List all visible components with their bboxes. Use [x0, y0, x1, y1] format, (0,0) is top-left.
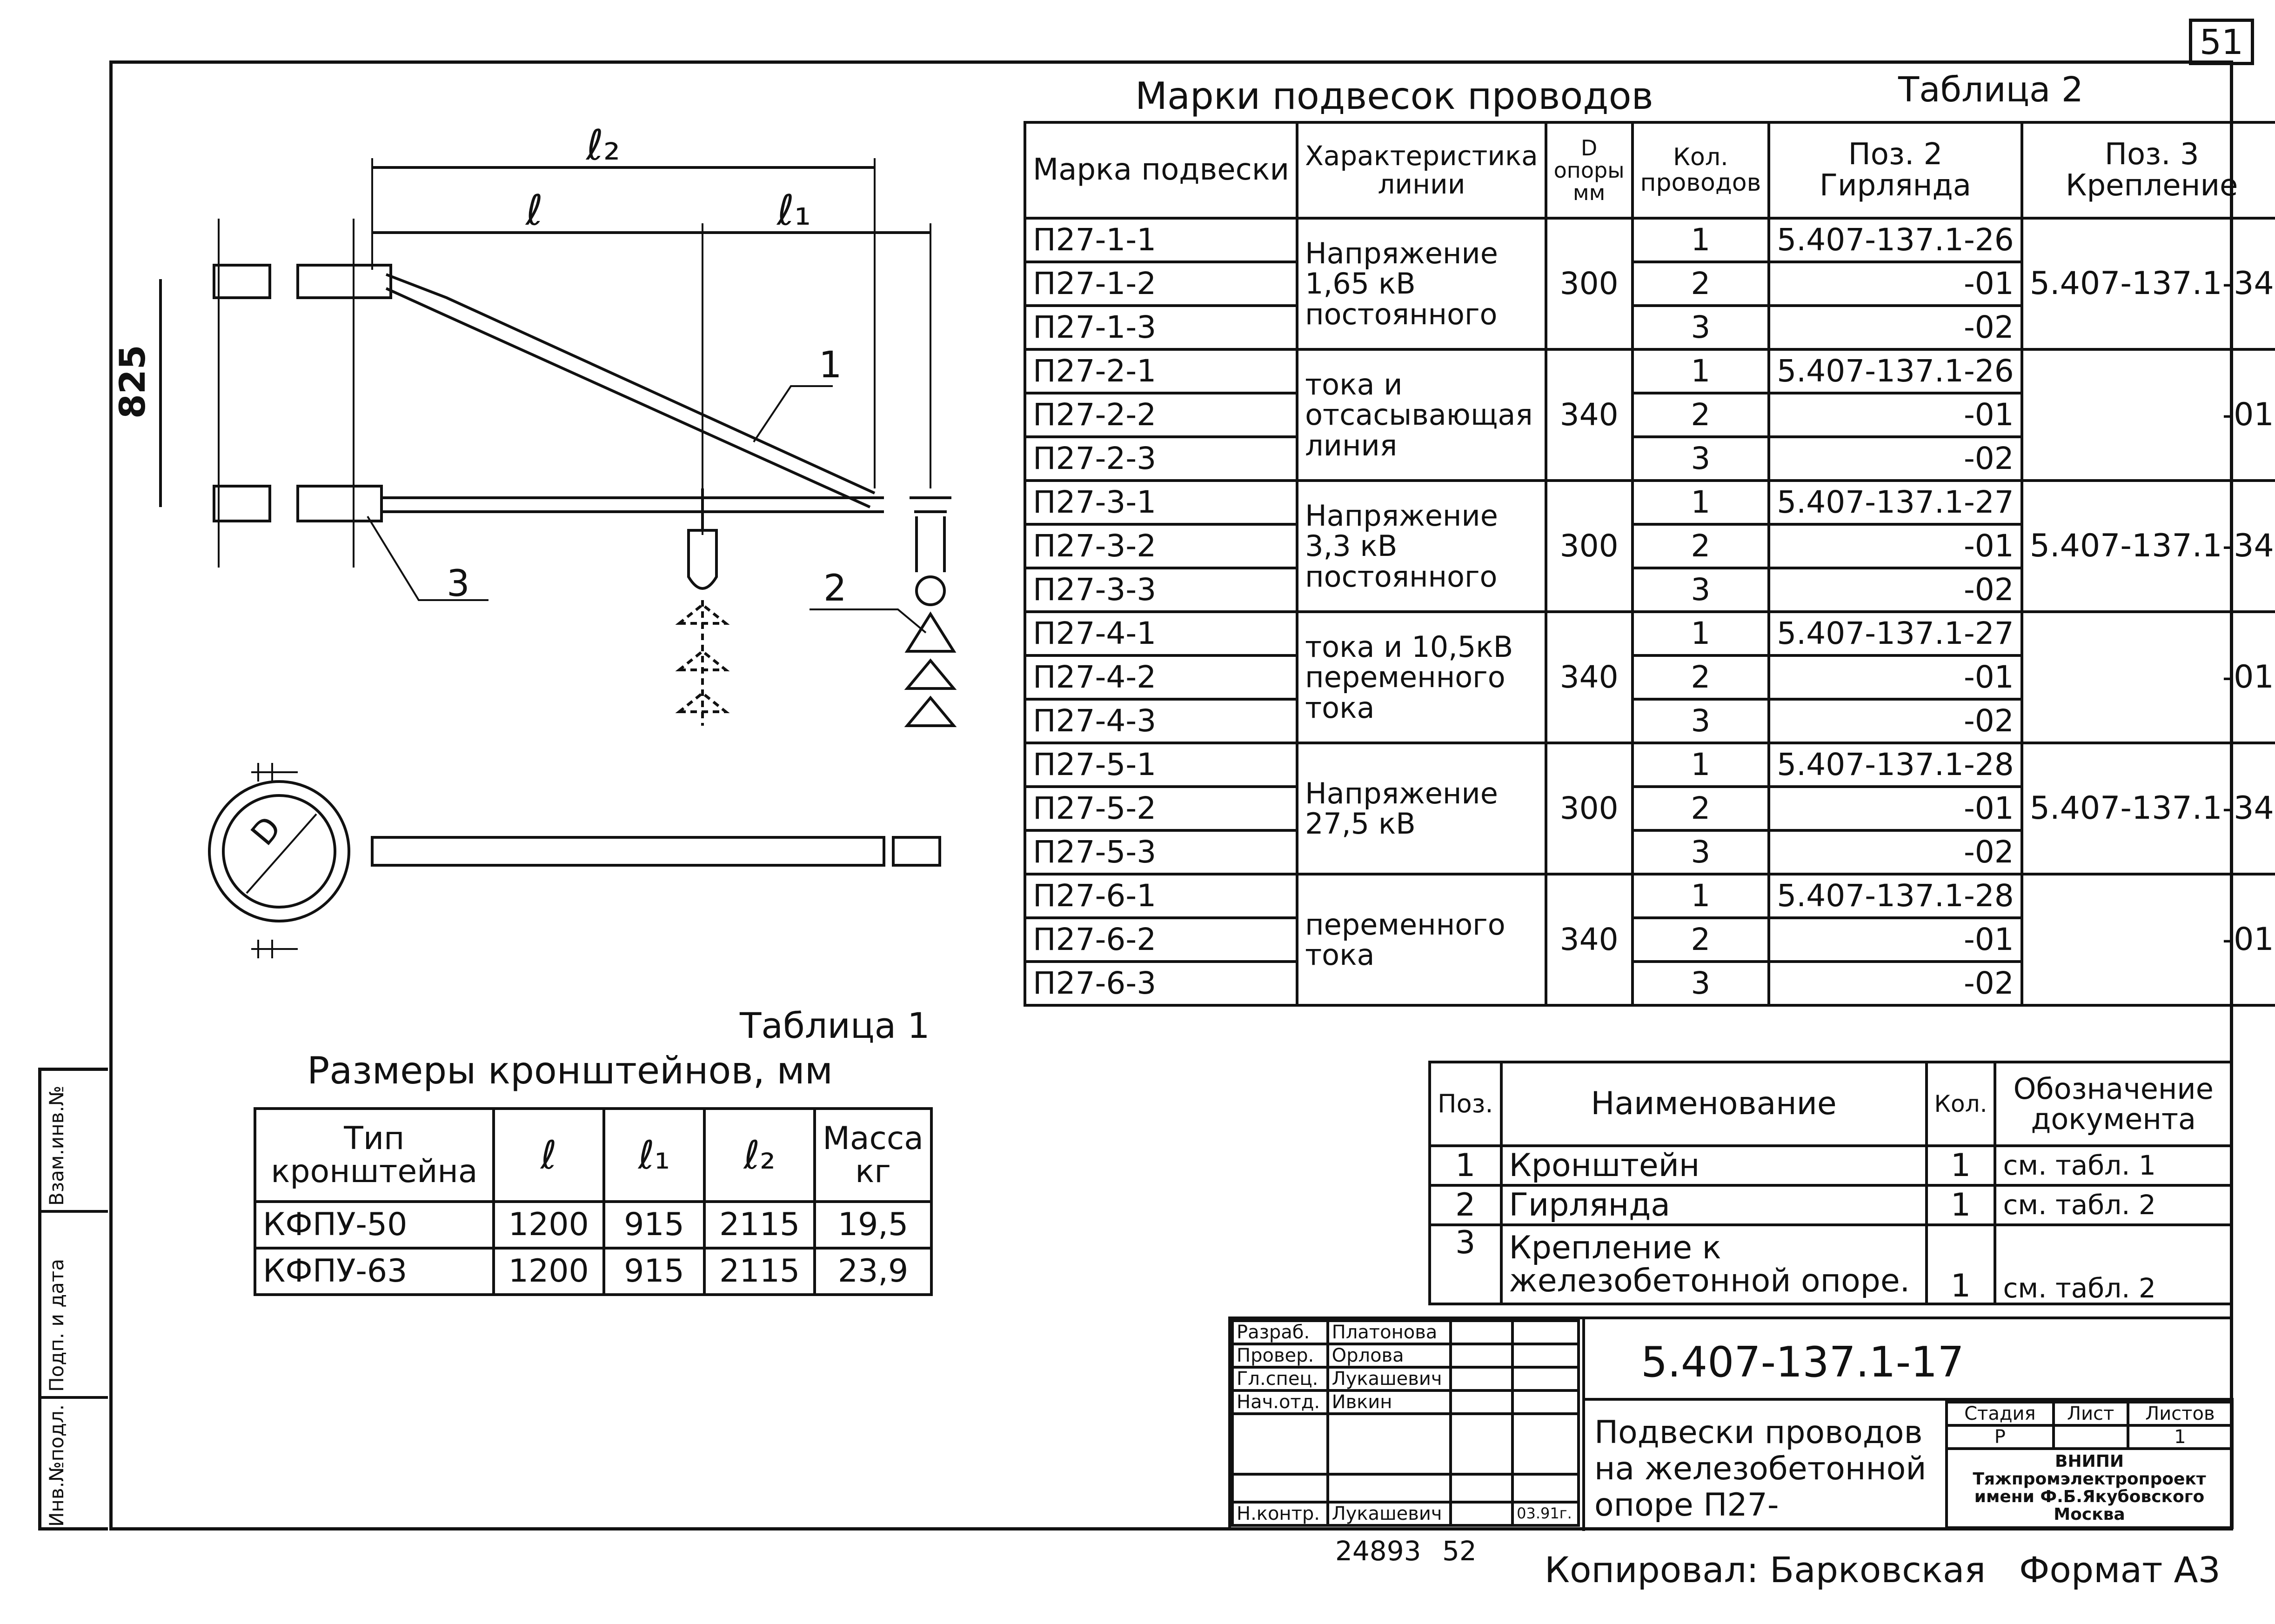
table2-qty-cell: 3 — [1633, 306, 1769, 349]
tb-role — [1232, 1414, 1328, 1474]
table1-cell: 19,5 — [815, 1202, 931, 1248]
signature — [1451, 1344, 1512, 1367]
upper-clamp-right — [298, 265, 391, 298]
tb-designation: 5.407-137.1-17 — [1641, 1338, 1964, 1387]
tb-col-sheets: Листов — [2128, 1402, 2232, 1425]
table2-d-cell: 300 — [1546, 743, 1633, 874]
table2-qty-cell: 3 — [1633, 830, 1769, 874]
table-row — [1430, 1185, 2232, 1225]
tb-role: Нач.отд. — [1232, 1390, 1328, 1414]
table2-d-cell: 300 — [1546, 481, 1633, 612]
lower-clamp-right — [298, 486, 381, 521]
table2-garland-cell: -01 — [1769, 524, 2022, 568]
table2-mark-cell: П27-3-1 — [1025, 481, 1297, 524]
spec-header-doc: Обозначение документа — [1995, 1062, 2232, 1146]
table-row — [1025, 874, 2275, 918]
tb-date-cell — [1512, 1414, 1579, 1474]
spec-cell: 1 — [1927, 1146, 1995, 1185]
signature — [1451, 1390, 1512, 1414]
tb-date-cell — [1512, 1321, 1579, 1344]
tb-name — [1328, 1414, 1451, 1474]
tb-role: Гл.спец. — [1232, 1367, 1328, 1390]
spec-header-name: Наименование — [1501, 1062, 1927, 1146]
tb-date-cell — [1512, 1390, 1579, 1414]
table2-char-cell: Напряжение 27,5 кВ — [1297, 743, 1546, 874]
tb-name: Лукашевич — [1328, 1367, 1451, 1390]
plan-end — [893, 837, 940, 865]
table1-header-type: Тип кронштейна — [255, 1109, 494, 1202]
table2-label: Таблица 2 — [1898, 70, 2083, 110]
plan-pole-inner — [223, 795, 335, 907]
table2-mark-cell: П27-6-3 — [1025, 962, 1297, 1005]
table2-garland-cell: -02 — [1769, 699, 2022, 743]
table-row — [1430, 1225, 2232, 1304]
spec-cell: 1 — [1927, 1185, 1995, 1225]
table2-qty-cell: 1 — [1633, 349, 1769, 393]
tb-col-stage: Стадия — [1947, 1402, 2054, 1425]
tb-sheets: 1 — [2128, 1425, 2232, 1449]
tb-date-cell — [1512, 1367, 1579, 1390]
tb-sheet — [2054, 1425, 2128, 1449]
table2-header-row — [1025, 122, 2275, 218]
spec-cell: 1 — [1430, 1146, 1501, 1185]
tb-name: Платонова — [1328, 1321, 1451, 1344]
tb-col-sheet: Лист — [2054, 1402, 2128, 1425]
table2-mark-cell: П27-2-2 — [1025, 393, 1297, 437]
table-row — [1025, 743, 2275, 787]
table1-heading: Размеры кронштейнов, мм — [307, 1049, 833, 1092]
table2-mark-cell: П27-1-3 — [1025, 306, 1297, 349]
spec-header-qty: Кол. — [1927, 1062, 1995, 1146]
tb-date: 03.91г. — [1512, 1502, 1579, 1525]
table2-garland-cell: -01 — [1769, 393, 2022, 437]
tb-name: Лукашевич — [1328, 1502, 1451, 1525]
table1-header-row — [255, 1109, 931, 1202]
table-row — [1025, 349, 2275, 393]
paper-format: Формат А3 — [2019, 1549, 2221, 1591]
table2-fastening-cell: 5.407-137.1-34 — [2022, 481, 2275, 612]
table2-garland-cell: 5.407-137.1-27 — [1769, 481, 2022, 524]
table2-mark-cell: П27-4-3 — [1025, 699, 1297, 743]
spec-header-pos: Поз. — [1430, 1062, 1501, 1146]
insulator-right-ring — [917, 577, 944, 605]
tb-name — [1328, 1474, 1451, 1502]
table2-mark-cell: П27-1-1 — [1025, 218, 1297, 262]
table2-qty-cell: 3 — [1633, 962, 1769, 1005]
table2-char-cell: Напряжение 1,65 кВ постоянного — [1297, 218, 1546, 349]
table2-mark-cell: П27-2-1 — [1025, 349, 1297, 393]
table2-garland-cell: 5.407-137.1-28 — [1769, 874, 2022, 918]
diagonal-brace — [386, 274, 875, 493]
table2-char-cell: тока и 10,5кВ переменного тока — [1297, 612, 1546, 743]
spec-cell: см. табл. 2 — [1995, 1225, 2232, 1304]
label-pos1: 1 — [819, 344, 842, 386]
table1-header-mass: Масса кг — [815, 1109, 931, 1202]
tb-stage: Р — [1947, 1425, 2054, 1449]
table2-qty-cell: 1 — [1633, 218, 1769, 262]
table1-cell: 1200 — [494, 1248, 604, 1295]
table1-header-l2: ℓ₂ — [704, 1109, 815, 1202]
inv-number: 24893 — [1335, 1535, 1421, 1567]
table-row — [1025, 218, 2275, 262]
table2-qty-cell: 3 — [1633, 568, 1769, 612]
table2-qty-cell: 3 — [1633, 699, 1769, 743]
table1-cell: 2115 — [704, 1248, 815, 1295]
table-row — [1025, 612, 2275, 655]
side-label-replace: Взам.инв.№ — [45, 1085, 68, 1206]
signature — [1451, 1502, 1512, 1525]
table2-mark-cell: П27-4-2 — [1025, 655, 1297, 699]
table2-fastening-cell: -01 — [2022, 874, 2275, 1005]
tb-stage-table — [1945, 1401, 2234, 1529]
label-l: ℓ — [526, 186, 543, 235]
table2-qty-cell: 1 — [1633, 612, 1769, 655]
diagonal-brace-2 — [386, 288, 870, 507]
table1-cell: КФПУ-63 — [255, 1248, 494, 1295]
table2-fastening-cell: 5.407-137.1-34 — [2022, 218, 2275, 349]
label-825: 825 — [112, 345, 153, 419]
table2-d-cell: 300 — [1546, 218, 1633, 349]
signature — [1451, 1474, 1512, 1502]
table2-header-garland: Поз. 2 Гирлянда — [1769, 122, 2022, 218]
table2-qty-cell: 2 — [1633, 262, 1769, 306]
table2-garland-cell: 5.407-137.1-27 — [1769, 612, 2022, 655]
table2-qty-cell: 1 — [1633, 743, 1769, 787]
table2-qty-cell: 3 — [1633, 437, 1769, 481]
leader-pos1 — [754, 386, 833, 442]
table2-garland-cell: -01 — [1769, 918, 2022, 962]
table1-cell: 2115 — [704, 1202, 815, 1248]
spec-cell: см. табл. 1 — [1995, 1146, 2232, 1185]
title-block-signatures — [1231, 1319, 1580, 1527]
table2-char-cell: Напряжение 3,3 кВ постоянного — [1297, 481, 1546, 612]
table2-qty-cell: 2 — [1633, 524, 1769, 568]
upper-clamp-left — [214, 265, 270, 298]
table1-label: Таблица 1 — [740, 1005, 930, 1046]
label-D: D — [243, 809, 289, 853]
spec-header-row — [1430, 1062, 2232, 1146]
table2-qty-cell: 2 — [1633, 918, 1769, 962]
spec-cell: 3 — [1430, 1225, 1501, 1304]
table2-mark-cell: П27-3-3 — [1025, 568, 1297, 612]
table2-header-d: D опоры мм — [1546, 122, 1633, 218]
tb-designation-box — [1582, 1319, 2234, 1401]
plan-beam — [372, 837, 884, 865]
table2-heading: Марки подвесок проводов — [1135, 74, 1653, 118]
tb-role: Провер. — [1232, 1344, 1328, 1367]
table2-garland-cell: -01 — [1769, 262, 2022, 306]
spec-cell: Крепление к железобетонной опоре. — [1501, 1225, 1927, 1304]
table2-garland-cell: 5.407-137.1-26 — [1769, 218, 2022, 262]
spec-cell: 2 — [1430, 1185, 1501, 1225]
table1-cell: КФПУ-50 — [255, 1202, 494, 1248]
table2-d-cell: 340 — [1546, 874, 1633, 1005]
spec-cell: 1 — [1927, 1225, 1995, 1304]
table2-garland-cell: -01 — [1769, 655, 2022, 699]
tb-name: Ивкин — [1328, 1390, 1451, 1414]
tb-role: Разраб. — [1232, 1321, 1328, 1344]
label-pos3: 3 — [447, 563, 470, 605]
tb-role — [1232, 1474, 1328, 1502]
table1-cell: 915 — [604, 1248, 704, 1295]
table2-fastening-cell: -01 — [2022, 612, 2275, 743]
table1-header-l: ℓ — [494, 1109, 604, 1202]
table2-header-fastening: Поз. 3 Крепление — [2022, 122, 2275, 218]
table2-mark-cell: П27-3-2 — [1025, 524, 1297, 568]
table1-header-l1: ℓ₁ — [604, 1109, 704, 1202]
table2-fastening-cell: -01 — [2022, 349, 2275, 481]
table1-cell: 1200 — [494, 1202, 604, 1248]
label-pos2: 2 — [823, 568, 847, 609]
table2-garland-cell: -01 — [1769, 787, 2022, 830]
table2-mark-cell: П27-4-1 — [1025, 612, 1297, 655]
tb-date-cell — [1512, 1344, 1579, 1367]
insulator-right-hanger — [910, 498, 951, 572]
table2-fastening-cell: 5.407-137.1-34 — [2022, 743, 2275, 874]
signature — [1451, 1367, 1512, 1390]
signature — [1451, 1414, 1512, 1474]
table2-mark-cell: П27-2-3 — [1025, 437, 1297, 481]
table2-qty-cell: 2 — [1633, 655, 1769, 699]
spec-cell: Гирлянда — [1501, 1185, 1927, 1225]
tb-title-box — [1582, 1401, 1945, 1531]
bracket-size-table — [254, 1107, 933, 1296]
tb-role: Н.контр. — [1232, 1502, 1328, 1525]
tb-name: Орлова — [1328, 1344, 1451, 1367]
table-row — [255, 1202, 931, 1248]
table2-d-cell: 340 — [1546, 349, 1633, 481]
insulator-mid-cap — [689, 530, 716, 588]
side-label-sign: Подп. и дата — [45, 1258, 68, 1392]
table2-qty-cell: 1 — [1633, 481, 1769, 524]
table2-garland-cell: -02 — [1769, 962, 2022, 1005]
table-row — [1430, 1146, 2232, 1185]
leader-pos2 — [810, 609, 926, 633]
inv-sheet: 52 — [1442, 1535, 1477, 1567]
spec-cell: Кронштейн — [1501, 1146, 1927, 1185]
table1-cell: 23,9 — [815, 1248, 931, 1295]
table2-garland-cell: 5.407-137.1-26 — [1769, 349, 2022, 393]
table2-header-qty: Кол. проводов — [1633, 122, 1769, 218]
plan-pole-outer — [209, 782, 349, 921]
spec-cell: см. табл. 2 — [1995, 1185, 2232, 1225]
table2-mark-cell: П27-6-1 — [1025, 874, 1297, 918]
side-label-inv: Инв.№подл. — [45, 1404, 68, 1527]
table2-qty-cell: 1 — [1633, 874, 1769, 918]
insulator-right-discs — [907, 614, 954, 726]
tb-org: ВНИПИ Тяжпромэлектропроект имени Ф.Б.Якубовского Москва — [1947, 1449, 2232, 1528]
leader-pos3 — [368, 516, 488, 600]
table2-garland-cell: -02 — [1769, 568, 2022, 612]
table2-mark-cell: П27-6-2 — [1025, 918, 1297, 962]
table2-qty-cell: 2 — [1633, 393, 1769, 437]
table2-d-cell: 340 — [1546, 612, 1633, 743]
wire-suspension-table — [1024, 121, 2275, 1007]
table1-cell: 915 — [604, 1202, 704, 1248]
table-row — [255, 1248, 931, 1295]
table2-header-char: Характеристика линии — [1297, 122, 1546, 218]
tb-date-cell — [1512, 1474, 1579, 1502]
copied-by: Копировал: Барковская — [1545, 1549, 1986, 1591]
table2-mark-cell: П27-5-2 — [1025, 787, 1297, 830]
title-block — [1228, 1317, 2233, 1530]
table2-qty-cell: 2 — [1633, 787, 1769, 830]
table2-char-cell: тока и отсасывающая линия — [1297, 349, 1546, 481]
table2-char-cell: переменного тока — [1297, 874, 1546, 1005]
specification-table — [1428, 1061, 2233, 1305]
table2-mark-cell: П27-5-1 — [1025, 743, 1297, 787]
table2-garland-cell: -02 — [1769, 306, 2022, 349]
table-row — [1025, 481, 2275, 524]
table2-header-mark: Марка подвески — [1025, 122, 1297, 218]
table2-mark-cell: П27-5-3 — [1025, 830, 1297, 874]
table2-mark-cell: П27-1-2 — [1025, 262, 1297, 306]
lower-clamp-left — [214, 486, 270, 521]
tb-title: Подвески проводов на железобетонной опоре П27- — [1594, 1414, 1927, 1524]
table2-garland-cell: -02 — [1769, 437, 2022, 481]
sheet-number: 51 — [2189, 19, 2254, 65]
table2-garland-cell: 5.407-137.1-28 — [1769, 743, 2022, 787]
label-l2: ℓ₂ — [586, 121, 621, 170]
table2-garland-cell: -02 — [1769, 830, 2022, 874]
label-l1: ℓ₁ — [777, 186, 811, 235]
signature — [1451, 1321, 1512, 1344]
